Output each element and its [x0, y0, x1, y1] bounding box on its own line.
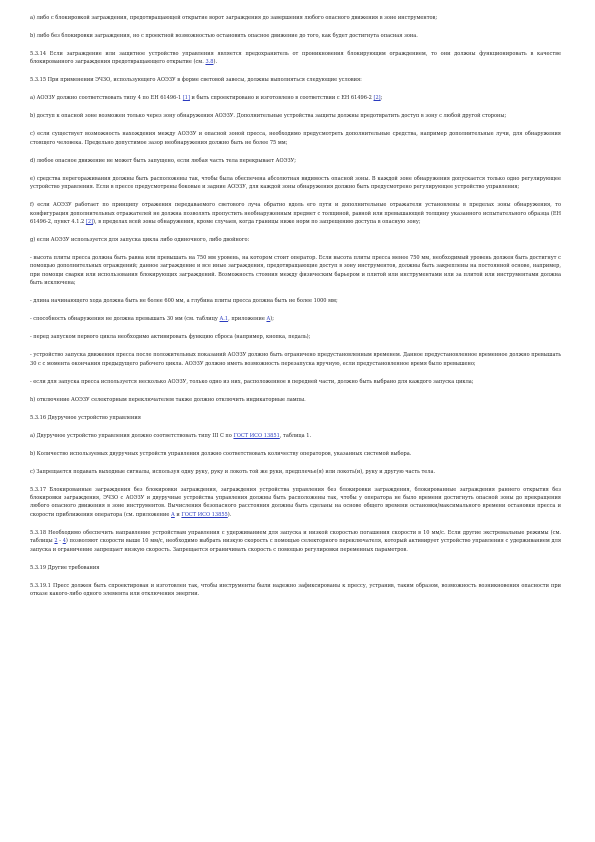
paragraph-text: b) либо без блокировки заграждения, но с проектной возможностью остановить опасное движение до того, как будет достигнута опасная зона.: [30, 33, 418, 39]
paragraph: [30, 76, 561, 84]
paragraph-text: е) средства перегораживания должны быть расположены так, чтобы была обеспечена абсолютная видимость опасной зоны. В каждой зоне обнаружения допускается только одно регулирующее устройство управления. Если в прессе предусмотрены боковые и задние АОЭЗУ, для каждой зоны обнаружения должно быть предусмотрено регулирующее устройство управления;: [30, 175, 561, 191]
paragraph: [30, 254, 561, 288]
paragraph: [30, 432, 561, 440]
paragraph: [30, 315, 561, 323]
paragraph-text: d) любое опасное движение не может быть запущено, если любая часть тела перекрывает АОЭЗУ;: [30, 157, 296, 164]
paragraph: [30, 378, 561, 386]
reference-link[interactable]: А: [266, 316, 271, 323]
paragraph-text: 5.3.17 Блокированные заграждения без блокировки заграждения, заграждения устройства управления без блокировки заграждения, блокированные заграждения раннего открытия без блокировки заграждения, ЭЧЗО с АОЭЗУ и двуручные устройства управления должны быть расположены так, чтобы у оператора не было времени достигнуть опасной зоны до прекращения любого опасного движения в зоне инструментов. Вычисления безопасного расстояния должны быть сделаны на основе общего времени остановки/максимального времени остановки пресса и скорости приближения оператора (см. приложение: [30, 486, 561, 518]
paragraph-text: 5.3.16 Двуручное устройство управления: [30, 414, 141, 421]
paragraph: [30, 14, 561, 22]
paragraph: [30, 582, 561, 599]
paragraph-text: ) позволяют скорости выше 10 мм/с, необходимо выбрать низкую скорость с помощью селекторного переключателя, который активирует устройство управления с удерживанием для запуска и ограничение запрещает низкую скорость. Запрещается ограничивать скорость с помощью регулировки переменных параметров.: [30, 538, 562, 553]
paragraph-text: , приложение: [228, 316, 267, 323]
paragraph: [30, 236, 561, 244]
paragraph-text: с) если существует возможность нахождения между АОЭЗУ и опасной зоной пресса, необходимо предусмотреть дополнительные средства, например дополнительные лучи, для обнаружения стоящего человека. Предельно допустимое зазор необнаружения должно быть не более 75 мм;: [30, 131, 561, 146]
paragraph: [30, 297, 561, 305]
paragraph-text: с) Запрещается подавать выходные сигналы, используя одну руку, руку и локоть той же руки, предплечье(я) или локоть(и), руку и другую часть тела.: [30, 468, 436, 475]
paragraph-text: и: [174, 511, 182, 518]
paragraph: [30, 157, 561, 165]
paragraph-text: - длина начинающего хода должна быть не более 600 мм, а глубина плиты пресса должна быть не более 1000 мм;: [30, 298, 338, 305]
paragraph: [30, 396, 561, 404]
document-body: [30, 14, 561, 599]
reference-link[interactable]: 2: [54, 538, 58, 545]
paragraph-text: f) если АОЭЗУ работает по принципу отражения передаваемого светового луча обратно вдоль его пути и дополнительные отражатели установлены в пределах зоны обнаружения, то конфигурация дополнительных отражателей не должна позволять пропустить необнаруженным предмет с толщиной, равной или превышающей толщину указанного испытательного образца (ЕН 61496-2, пункт 4.1.2: [30, 202, 561, 226]
paragraph-text: b) доступ к опасной зоне возможен только через зону обнаружения АОЭЗУ. Дополнительные устройства защиты должны предотвратить доступ в зону с любой другой стороны;: [30, 113, 507, 120]
paragraph-text: );: [270, 316, 274, 323]
paragraph: [30, 130, 561, 147]
paragraph-text: - высота плиты пресса должна быть равна или превышать на 750 мм уровень, на котором стоит оператор. Если высота плиты пресса менее 750 мм, необходимый уровень должен быть достигнут с помощью дополнительных ограждений; данное заграждение и все иные заграждения, предотвращающие доступ в зону инструментов, должны быть закреплены на постоянной основе, например, при помощи сварки или использования блокирующих заграждений. Возможность стояния между физическим барьером и плитой или инструментами или за плитой или инструментами должна быть исключена;: [30, 255, 561, 287]
paragraph-text: , таблица 1.: [279, 432, 312, 439]
paragraph-text: h) отключение АОЭЗУ селекторным переключателем также должно отключить индикаторные лампы.: [30, 396, 306, 403]
section-heading: [30, 564, 561, 572]
reference-link[interactable]: А: [170, 511, 175, 518]
paragraph: [30, 468, 561, 476]
reference-link[interactable]: [2]: [373, 95, 381, 102]
paragraph-text: - устройство запуска движения пресса после положительных показаний АОЭЗУ должно быть ограничено предустановленным временем. Данное предустановленное временное должно превышать 30 с с момента окончания предыдущего рабочего цикла. АОЭЗУ должно иметь возможность перезапуска вручную, если предустановленное время было превышено;: [30, 352, 561, 367]
paragraph-text: 5.3.14 Если заграждение или защитное устройство управления является предохранитель от проникновения блокирующим ограждением, то они должны функционировать в качестве блокированного заграждения предотвращающего открытие (см.: [30, 51, 561, 66]
paragraph: [30, 529, 561, 554]
paragraph: [30, 486, 561, 520]
paragraph: [30, 32, 561, 40]
reference-link[interactable]: [2]: [85, 219, 94, 226]
paragraph: [30, 351, 561, 368]
section-heading: [30, 414, 561, 422]
paragraph-text: а) Двуручное устройство управления должно соответствовать типу III С по: [30, 432, 234, 439]
paragraph-text: 5.3.19 Другие требования: [30, 564, 100, 571]
reference-link[interactable]: 4: [62, 538, 66, 545]
paragraph: [30, 94, 561, 102]
paragraph: [30, 333, 561, 341]
paragraph: [30, 112, 561, 120]
paragraph-text: ).: [227, 511, 232, 518]
paragraph: [30, 50, 561, 67]
reference-link[interactable]: [1]: [182, 95, 190, 102]
paragraph-text: b) Количество используемых двуручных устройств управления должно соответствовать количеству операторов, указанных системой выбора.: [30, 450, 412, 457]
paragraph: [30, 175, 561, 192]
paragraph-text: а) АОЭЗУ должно соответствовать типу 4 по ЕН 61496-1: [30, 95, 183, 102]
reference-link[interactable]: ГОСТ ИСО 13855: [181, 511, 228, 518]
paragraph-text: - способность обнаружения не должна превышать 30 мм (см. таблицу: [30, 316, 220, 323]
reference-link[interactable]: 3.8: [205, 59, 214, 66]
paragraph-text: ), в пределах всей зоны обнаружения, кроме случаев, когда границы ниже норм по запрещению доступа в опасную зону;: [93, 219, 421, 226]
paragraph-text: а) либо с блокировкой заграждения, предотвращающей открытие ворот заграждения до завершения любого опасного движения в зоне инструментов;: [30, 15, 438, 21]
paragraph-text: -: [57, 538, 63, 545]
paragraph-text: и быть спроектировано и изготовлено в соответствии с ЕН 61496-2: [189, 95, 374, 102]
paragraph-text: ).: [213, 59, 218, 66]
paragraph-text: 5.3.18 Необходимо обеспечить направление устройствам управления с удерживанием для запуска и низкой скоростью погашения скорости в 10 мм/с. Если другие экстремальные режимы (см. таблицы: [30, 529, 561, 545]
paragraph-text: - если для запуска пресса используется несколько АОЭЗУ, только одно из них, расположенное в передней части, должно быть выбрано для каждого запуска цикла;: [30, 378, 474, 385]
paragraph-text: 5.3.19.1 Пресс должен быть спроектирован и изготовлен так, чтобы инструменты были надежно зафиксированы к прессу, устранив, таким образом, возможность возникновения опасности при отказе какого-либо одного элемента или отключения энергии.: [30, 582, 561, 598]
paragraph: [30, 201, 561, 226]
reference-link[interactable]: ГОСТ ИСО 13851: [233, 432, 280, 439]
paragraph-text: - перед запуском первого цикла необходимо активировать функцию сброса (например, кнопка, педаль);: [30, 334, 311, 341]
paragraph: [30, 450, 561, 458]
reference-link[interactable]: А.1: [219, 316, 229, 323]
paragraph-text: g) если АОЭЗУ используется для запуска цикла либо одиночного, либо двойного:: [30, 237, 250, 244]
paragraph-text: 5.3.15 При применении ЭЧЗО, использующего АОЭЗУ в форме световой завесы, должны выполняться следующие условия:: [30, 77, 362, 84]
paragraph-text: ;: [380, 95, 383, 102]
